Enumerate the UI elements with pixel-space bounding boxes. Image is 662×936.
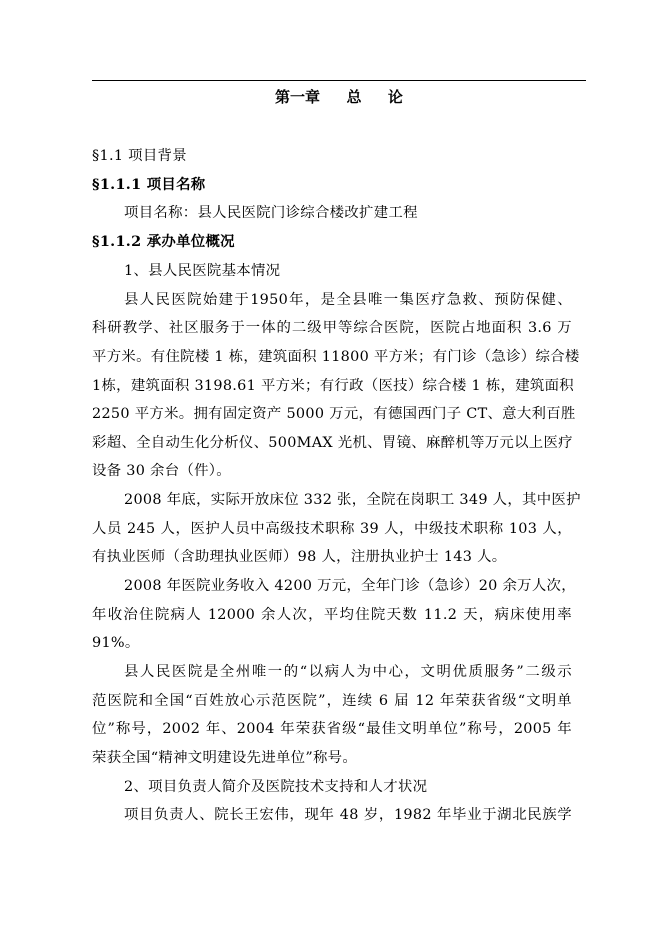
paragraph-line: 县人民医院始建于1950年，是全县唯一集医疗急救、预防保健、	[124, 292, 572, 308]
paragraph-line: 有执业医师（含助理执业医师）98 人，注册执业护士 143 人。	[92, 549, 507, 565]
list-item-heading: 2、项目负责人简介及医院技术支持和人才状况	[124, 779, 428, 795]
paragraph-line: 彩超、全自动生化分析仪、500MAX 光机、胃镜、麻醉机等万元以上医疗	[92, 435, 573, 451]
chapter-title: 第一章 总 论	[275, 88, 403, 106]
paragraph-line: 平方米。有住院楼 1 栋，建筑面积 11800 平方米；有门诊（急诊）综合楼	[92, 349, 580, 365]
subsection-heading: §1.1.1 项目名称	[92, 176, 206, 193]
header-rule	[92, 80, 586, 81]
paragraph-line: 1栋，建筑面积 3198.61 平方米；有行政（医技）综合楼 1 栋，建筑面积	[92, 378, 574, 394]
subsection-heading: §1.1.2 承办单位概况	[92, 233, 235, 250]
paragraph-line: 年收治住院病人 12000 余人次，平均住院天数 11.2 天，病床使用率	[92, 607, 572, 623]
paragraph-line: 2008 年医院业务收入 4200 万元，全年门诊（急诊）20 余万人次，	[124, 578, 576, 594]
section-heading: §1.1 项目背景	[92, 148, 187, 164]
paragraph-line: 人员 245 人，医护人员中高级技术职称 39 人，中级技术职称 103 人，	[92, 521, 572, 537]
paragraph-line: 县人民医院是全州唯一的“以病人为中心，文明优质服务”二级示	[124, 664, 572, 680]
list-item-heading: 1、县人民医院基本情况	[124, 263, 281, 279]
paragraph-line: 荣获全国“精神文明建设先进单位”称号。	[92, 750, 358, 766]
paragraph-line: 项目名称：县人民医院门诊综合楼改扩建工程	[124, 205, 418, 221]
paragraph-line: 设备 30 余台（件）。	[92, 463, 231, 479]
paragraph-line: 项目负责人、院长王宏伟，现年 48 岁，1982 年毕业于湖北民族学	[124, 807, 572, 823]
paragraph-line: 科研教学、社区服务于一体的二级甲等综合医院，医院占地面积 3.6 万	[92, 320, 572, 336]
paragraph-line: 2008 年底，实际开放床位 332 张，全院在岗职工 349 人，其中医护	[124, 492, 581, 508]
paragraph-line: 2250 平方米。拥有固定资产 5000 万元，有德国西门子 CT、意大利百胜	[92, 406, 576, 422]
paragraph-line: 位”称号，2002 年、2004 年荣获省级“最佳文明单位”称号，2005 年	[92, 721, 572, 737]
paragraph-line: 范医院和全国“百姓放心示范医院”，连续 6 届 12 年荣获省级“文明单	[92, 693, 572, 709]
paragraph-line: 91%。	[92, 635, 140, 651]
